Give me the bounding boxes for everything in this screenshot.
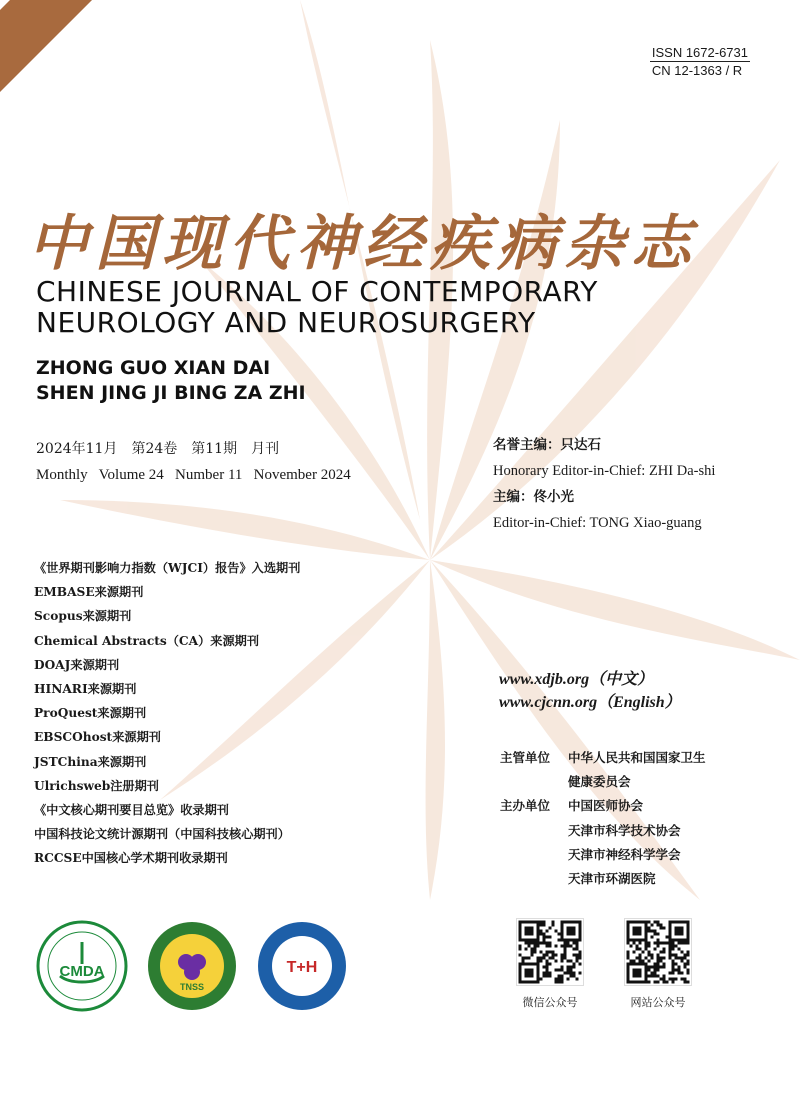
website-links: [499, 668, 681, 714]
issue-info-english: Monthly Volume 24 Number 11 November 2024: [36, 467, 351, 483]
wechat-qr-caption: 微信公众号: [522, 996, 578, 1009]
chief-editor-cn: 主编：佟小光: [493, 489, 574, 505]
index-item: EBSCOhost来源期刊: [34, 730, 161, 745]
supervisor-value: 健康委员会: [568, 774, 631, 790]
journal-title-english: [36, 276, 598, 338]
journal-title-pinyin: [36, 356, 306, 406]
english-title-line-2: NEUROLOGY AND NEUROSURGERY: [36, 306, 536, 339]
supervisor-label: 主管单位: [500, 750, 551, 765]
tnss-logo: [146, 920, 238, 1012]
wechat-qr-code[interactable]: [516, 918, 584, 986]
sponsor-label: 主办单位: [500, 798, 551, 814]
pinyin-line-2: SHEN JING JI BING ZA ZHI: [36, 382, 306, 404]
website-link-chinese[interactable]: www.xdjb.org（中文）: [499, 671, 654, 688]
huanhu-hospital-logo: [256, 920, 348, 1012]
cmda-logo: [36, 920, 128, 1012]
website-qr-code[interactable]: [624, 918, 692, 986]
issue-info-chinese: 2024年11月 第24卷 第11期 月刊: [36, 441, 280, 457]
cmda-logo-text: CMDA: [59, 963, 105, 980]
sponsor-value: 中国医师协会: [568, 798, 644, 814]
index-item: EMBASE来源期刊: [34, 585, 144, 600]
editors-block: [493, 432, 715, 536]
website-qr[interactable]: [624, 918, 692, 1010]
huanhu-logo-text: T+H: [286, 959, 318, 976]
index-item: RCCSE中国核心学术期刊收录期刊: [34, 851, 228, 866]
english-title-line-1: CHINESE JOURNAL OF CONTEMPORARY: [36, 275, 598, 308]
issn-number: ISSN 1672-6731: [651, 45, 748, 60]
honorary-editor-en: Honorary Editor-in-Chief: ZHI Da-shi: [493, 463, 716, 479]
wechat-qr[interactable]: [516, 918, 584, 1010]
index-item: HINARI来源期刊: [34, 682, 137, 697]
tnss-logo-text: TNSS: [179, 982, 205, 992]
cn-number: CN 12-1363 / R: [651, 63, 743, 78]
index-item: JSTChina来源期刊: [34, 754, 147, 769]
index-item: DOAJ来源期刊: [34, 657, 120, 672]
index-item: ProQuest来源期刊: [34, 706, 147, 721]
supervisor-value: 中华人民共和国国家卫生: [568, 750, 706, 765]
index-item: 《世界期刊影响力指数（WJCI）报告》入选期刊: [34, 561, 301, 575]
index-item: Ulrichsweb注册期刊: [34, 778, 159, 793]
qr-codes: [516, 918, 692, 1010]
index-item: 中国科技论文统计源期刊（中国科技核心期刊）: [34, 827, 290, 842]
honorary-editor-cn: 名誉主编：只达石: [493, 437, 601, 453]
pinyin-line-1: ZHONG GUO XIAN DAI: [36, 357, 271, 379]
journal-title-chinese: 中国现代神经疾病杂志: [28, 209, 698, 279]
issn-block: [650, 44, 750, 79]
sponsor-value: 天津市科学技术协会: [568, 822, 681, 838]
index-item: Chemical Abstracts（CA）来源期刊: [34, 633, 260, 648]
sponsor-logos: [36, 920, 348, 1012]
chief-editor-en: Editor-in-Chief: TONG Xiao-guang: [493, 515, 702, 531]
index-item: 《中文核心期刊要目总览》收录期刊: [34, 803, 229, 818]
sponsor-value: 天津市神经科学学会: [568, 846, 681, 862]
sponsor-value: 天津市环湖医院: [568, 871, 656, 887]
issue-info: [36, 436, 351, 488]
indexing-list: [34, 556, 300, 871]
index-item: Scopus来源期刊: [34, 609, 132, 624]
website-qr-caption: 网站公众号: [630, 996, 686, 1009]
website-link-english[interactable]: www.cjcnn.org（English）: [499, 694, 681, 711]
organizations-block: [500, 746, 706, 891]
